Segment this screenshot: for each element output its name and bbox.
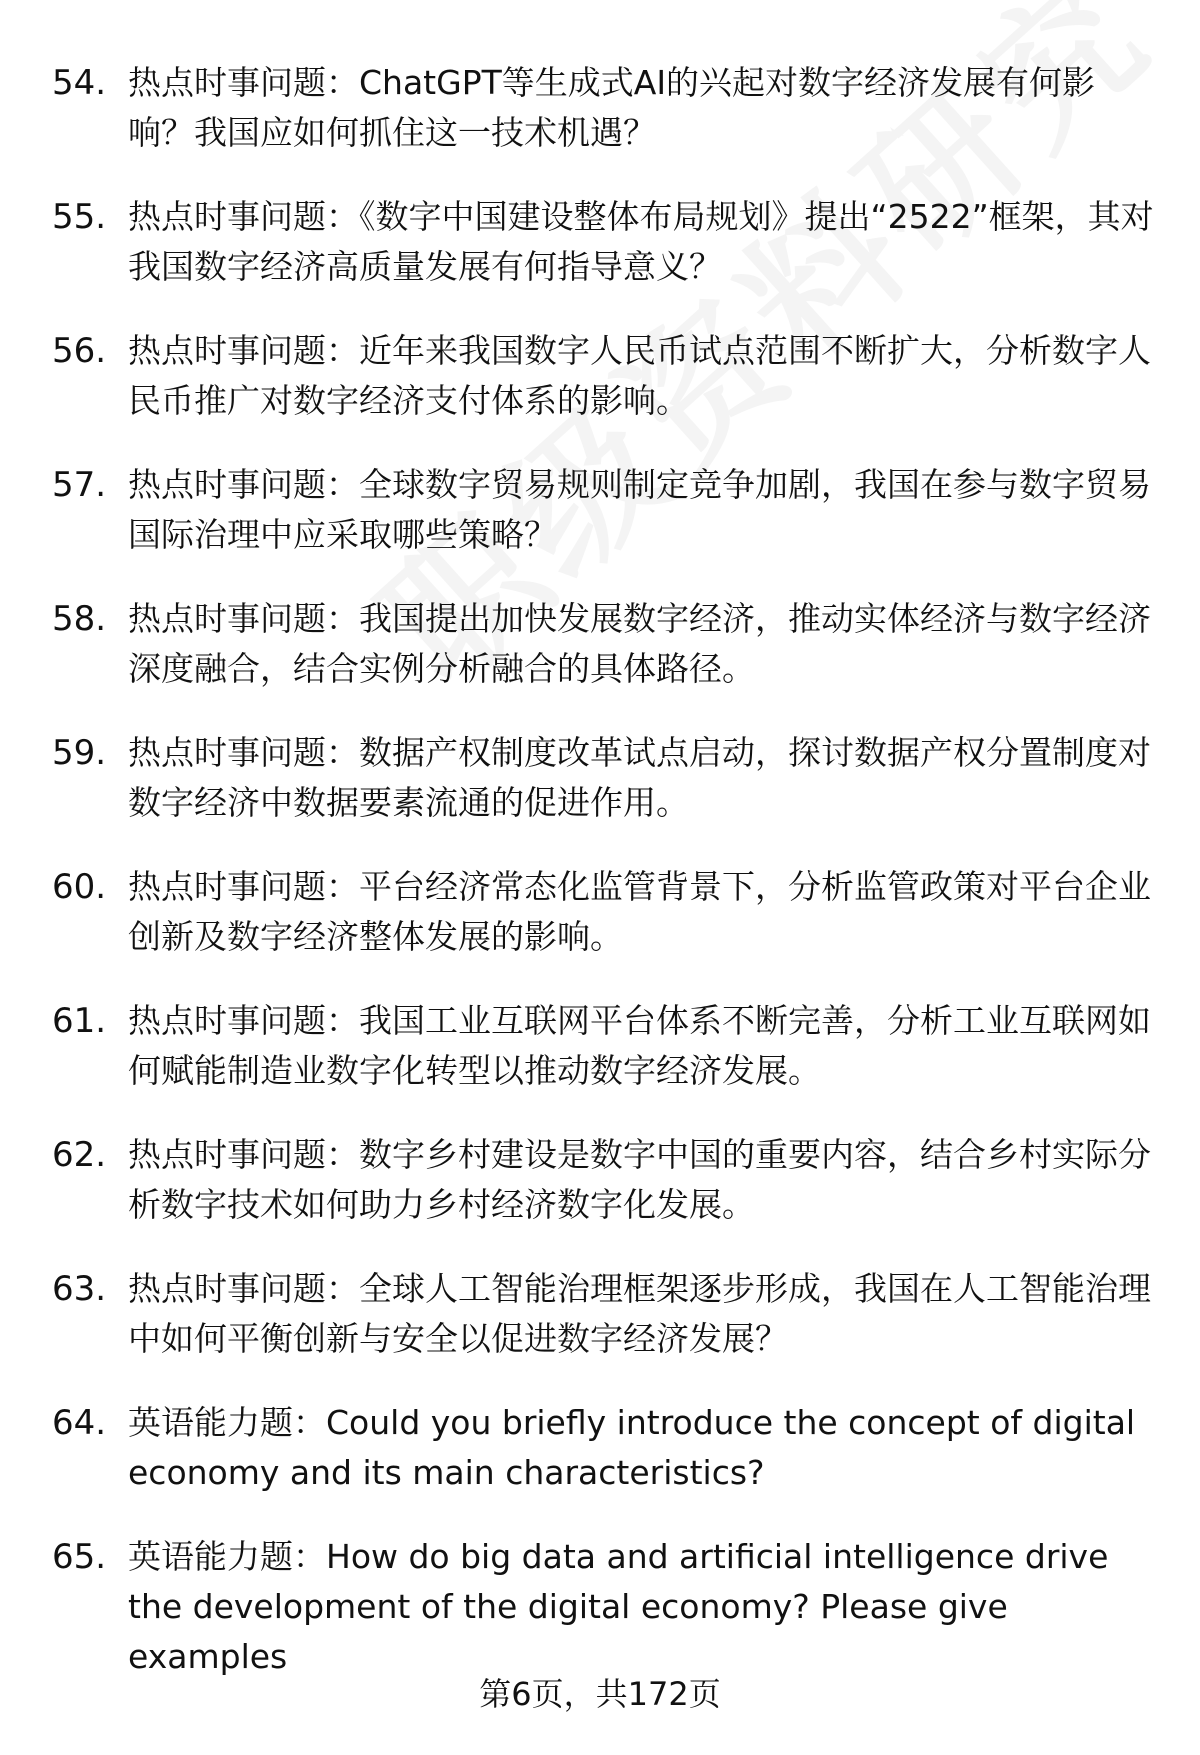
- item-text: 英语能力题：Could you briefly introduce the concept of digital economy and its main characteristics?: [128, 1403, 1136, 1492]
- item-text: 热点时事问题：平台经济常态化监管背景下，分析监管政策对平台企业创新及数字经济整体发展的影响。: [128, 867, 1151, 956]
- item-number: 58.: [52, 599, 107, 639]
- list-item: [52, 594, 1157, 694]
- question-list: [52, 58, 1157, 1716]
- item-text: 热点时事问题：我国提出加快发展数字经济，推动实体经济与数字经济深度融合，结合实例分析融合的具体路径。: [128, 599, 1151, 688]
- list-item: [52, 326, 1157, 426]
- item-number: 54.: [52, 63, 107, 103]
- item-text: 英语能力题：How do big data and artificial intelligence drive the development of the digital economy? Please give examples: [128, 1537, 1109, 1676]
- item-text: 热点时事问题：数字乡村建设是数字中国的重要内容，结合乡村实际分析数字技术如何助力乡村经济数字化发展。: [128, 1135, 1151, 1224]
- item-number: 65.: [52, 1537, 107, 1577]
- list-item: [52, 1532, 1157, 1682]
- item-number: 59.: [52, 733, 107, 773]
- item-text: 热点时事问题：近年来我国数字人民币试点范围不断扩大，分析数字人民币推广对数字经济支付体系的影响。: [128, 331, 1151, 420]
- list-item: [52, 1264, 1157, 1364]
- item-number: 57.: [52, 465, 107, 505]
- list-item: [52, 460, 1157, 560]
- item-text: 热点时事问题：《数字中国建设整体布局规划》提出“2522”框架，其对我国数字经济高质量发展有何指导意义？: [128, 197, 1154, 286]
- page-footer: 第6页，共172页: [479, 1675, 721, 1713]
- item-text: 热点时事问题：数据产权制度改革试点启动，探讨数据产权分置制度对数字经济中数据要素流通的促进作用。: [128, 733, 1151, 822]
- item-text: 热点时事问题：我国工业互联网平台体系不断完善，分析工业互联网如何赋能制造业数字化转型以推动数字经济发展。: [128, 1001, 1151, 1090]
- item-number: 60.: [52, 867, 107, 907]
- list-item: [52, 996, 1157, 1096]
- item-number: 56.: [52, 331, 107, 371]
- list-item: [52, 192, 1157, 292]
- item-text: 热点时事问题：全球数字贸易规则制定竞争加剧，我国在参与数字贸易国际治理中应采取哪些策略？: [128, 465, 1151, 554]
- item-text: 热点时事问题：ChatGPT等生成式AI的兴起对数字经济发展有何影响？我国应如何抓住这一技术机遇？: [128, 63, 1096, 152]
- item-number: 63.: [52, 1269, 107, 1309]
- item-number: 64.: [52, 1403, 107, 1443]
- list-item: [52, 1130, 1157, 1230]
- item-number: 61.: [52, 1001, 107, 1041]
- list-item: [52, 862, 1157, 962]
- list-item: [52, 1398, 1157, 1498]
- item-number: 55.: [52, 197, 107, 237]
- item-text: 热点时事问题：全球人工智能治理框架逐步形成，我国在人工智能治理中如何平衡创新与安全以促进数字经济发展？: [128, 1269, 1151, 1358]
- list-item: [52, 58, 1157, 158]
- item-number: 62.: [52, 1135, 107, 1175]
- list-item: [52, 728, 1157, 828]
